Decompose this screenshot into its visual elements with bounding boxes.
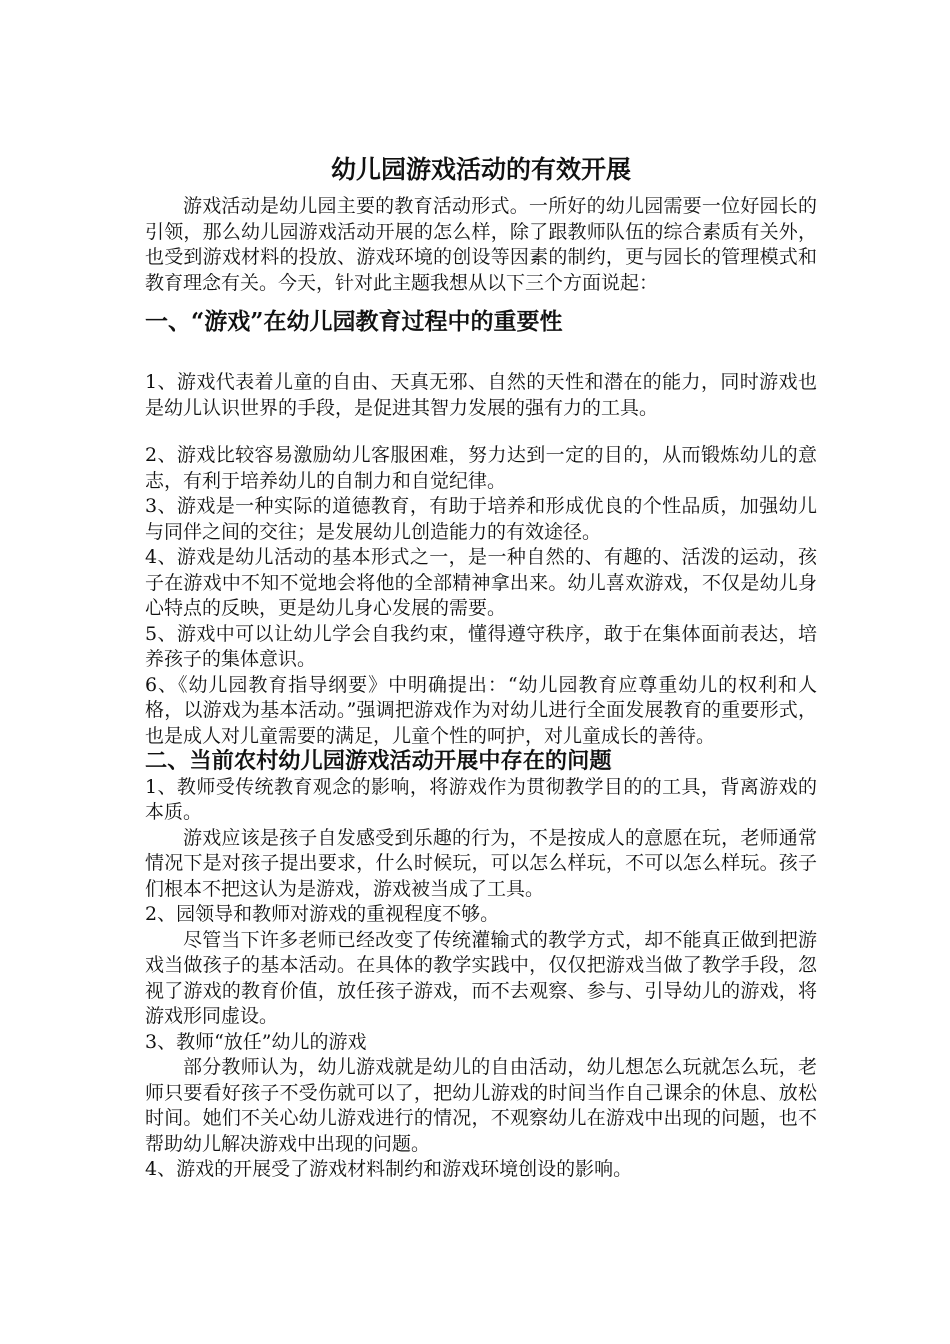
spacer — [145, 421, 817, 443]
section-1-item-4: 4、游戏是幼儿活动的基本形式之一，是一种自然的、有趣的、活泼的运动，孩子在游戏中不知不觉地会将他的全部精神拿出来。幼儿喜欢游戏，不仅是幼儿身心特点的反映，更是幼儿身心发展的需要。 — [145, 546, 817, 619]
section-1-heading: 一、“游戏”在幼儿园教育过程中的重要性 — [145, 308, 563, 335]
section-2-point-4: 4、游戏的开展受了游戏材料制约和游戏环境创设的影响。 — [145, 1158, 633, 1180]
section-2-point-1-detail: 游戏应该是孩子自发感受到乐趣的行为，不是按成人的意愿在玩，老师通常情况下是对孩子提出要求，什么时候玩，可以怎么样玩，不可以怎么样玩。孩子们根本不把这认为是游戏，游戏被当成了工具。 — [145, 826, 817, 900]
spacer — [145, 344, 817, 370]
section-2-point-1: 1、教师受传统教育观念的影响，将游戏作为贯彻教学目的的工具，背离游戏的本质。 — [145, 775, 817, 823]
intro-paragraph: 游戏活动是幼儿园主要的教育活动形式。一所好的幼儿园需要一位好园长的引领，那么幼儿园游戏活动开展的怎么样，除了跟教师队伍的综合素质有关外，也受到游戏材料的投放、游戏环境的创设等因素的制约，更与园长的管理模式和教育理念有关。今天，针对此主题我想从以下三个方面说起： — [145, 195, 817, 294]
section-2-point-3: 3、教师“放任”幼儿的游戏 — [145, 1030, 367, 1053]
section-2-heading: 二、当前农村幼儿园游戏活动开展中存在的问题 — [145, 748, 612, 774]
document-title: 幼儿园游戏活动的有效开展 — [330, 155, 631, 184]
section-1-item-6: 6、《幼儿园教育指导纲要》中明确提出：“幼儿园教育应尊重幼儿的权利和人格，以游戏为基本活动。”强调把游戏作为对幼儿进行全面发展教育的重要形式，也是成人对儿童需要的满足，儿童个性的呵护，对儿童成长的善待。 — [145, 673, 817, 747]
section-1-item-3: 3、游戏是一种实际的道德教育，有助于培养和形成优良的个性品质，加强幼儿与同伴之间的交往；是发展幼儿创造能力的有效途径。 — [145, 495, 817, 543]
section-1-item-5: 5、游戏中可以让幼儿学会自我约束，懂得遵守秩序，敢于在集体面前表达，培养孩子的集体意识。 — [145, 622, 817, 670]
document-page — [145, 150, 817, 1183]
section-1-item-2: 2、游戏比较容易激励幼儿客服困难，努力达到一定的目的，从而锻炼幼儿的意志，有利于培养幼儿的自制力和自觉纪律。 — [145, 444, 817, 492]
section-2-point-3-detail: 部分教师认为，幼儿游戏就是幼儿的自由活动，幼儿想怎么玩就怎么玩，老师只要看好孩子不受伤就可以了，把幼儿游戏的时间当作自己课余的休息、放松时间。她们不关心幼儿游戏进行的情况，不观察幼儿在游戏中出现的问题，也不帮助幼儿解决游戏中出现的问题。 — [145, 1056, 817, 1155]
section-1-item-1: 1、游戏代表着儿童的自由、天真无邪、自然的天性和潜在的能力，同时游戏也是幼儿认识世界的手段，是促进其智力发展的强有力的工具。 — [145, 371, 817, 419]
section-2-point-2-detail: 尽管当下许多老师已经改变了传统灌输式的教学方式，却不能真正做到把游戏当做孩子的基本活动。在具体的教学实践中，仅仅把游戏当做了教学手段，忽视了游戏的教育价值，放任孩子游戏，而不去观察、参与、引导幼儿的游戏，将游戏形同虚设。 — [145, 928, 817, 1027]
section-2-point-2: 2、园领导和教师对游戏的重视程度不够。 — [145, 903, 500, 925]
